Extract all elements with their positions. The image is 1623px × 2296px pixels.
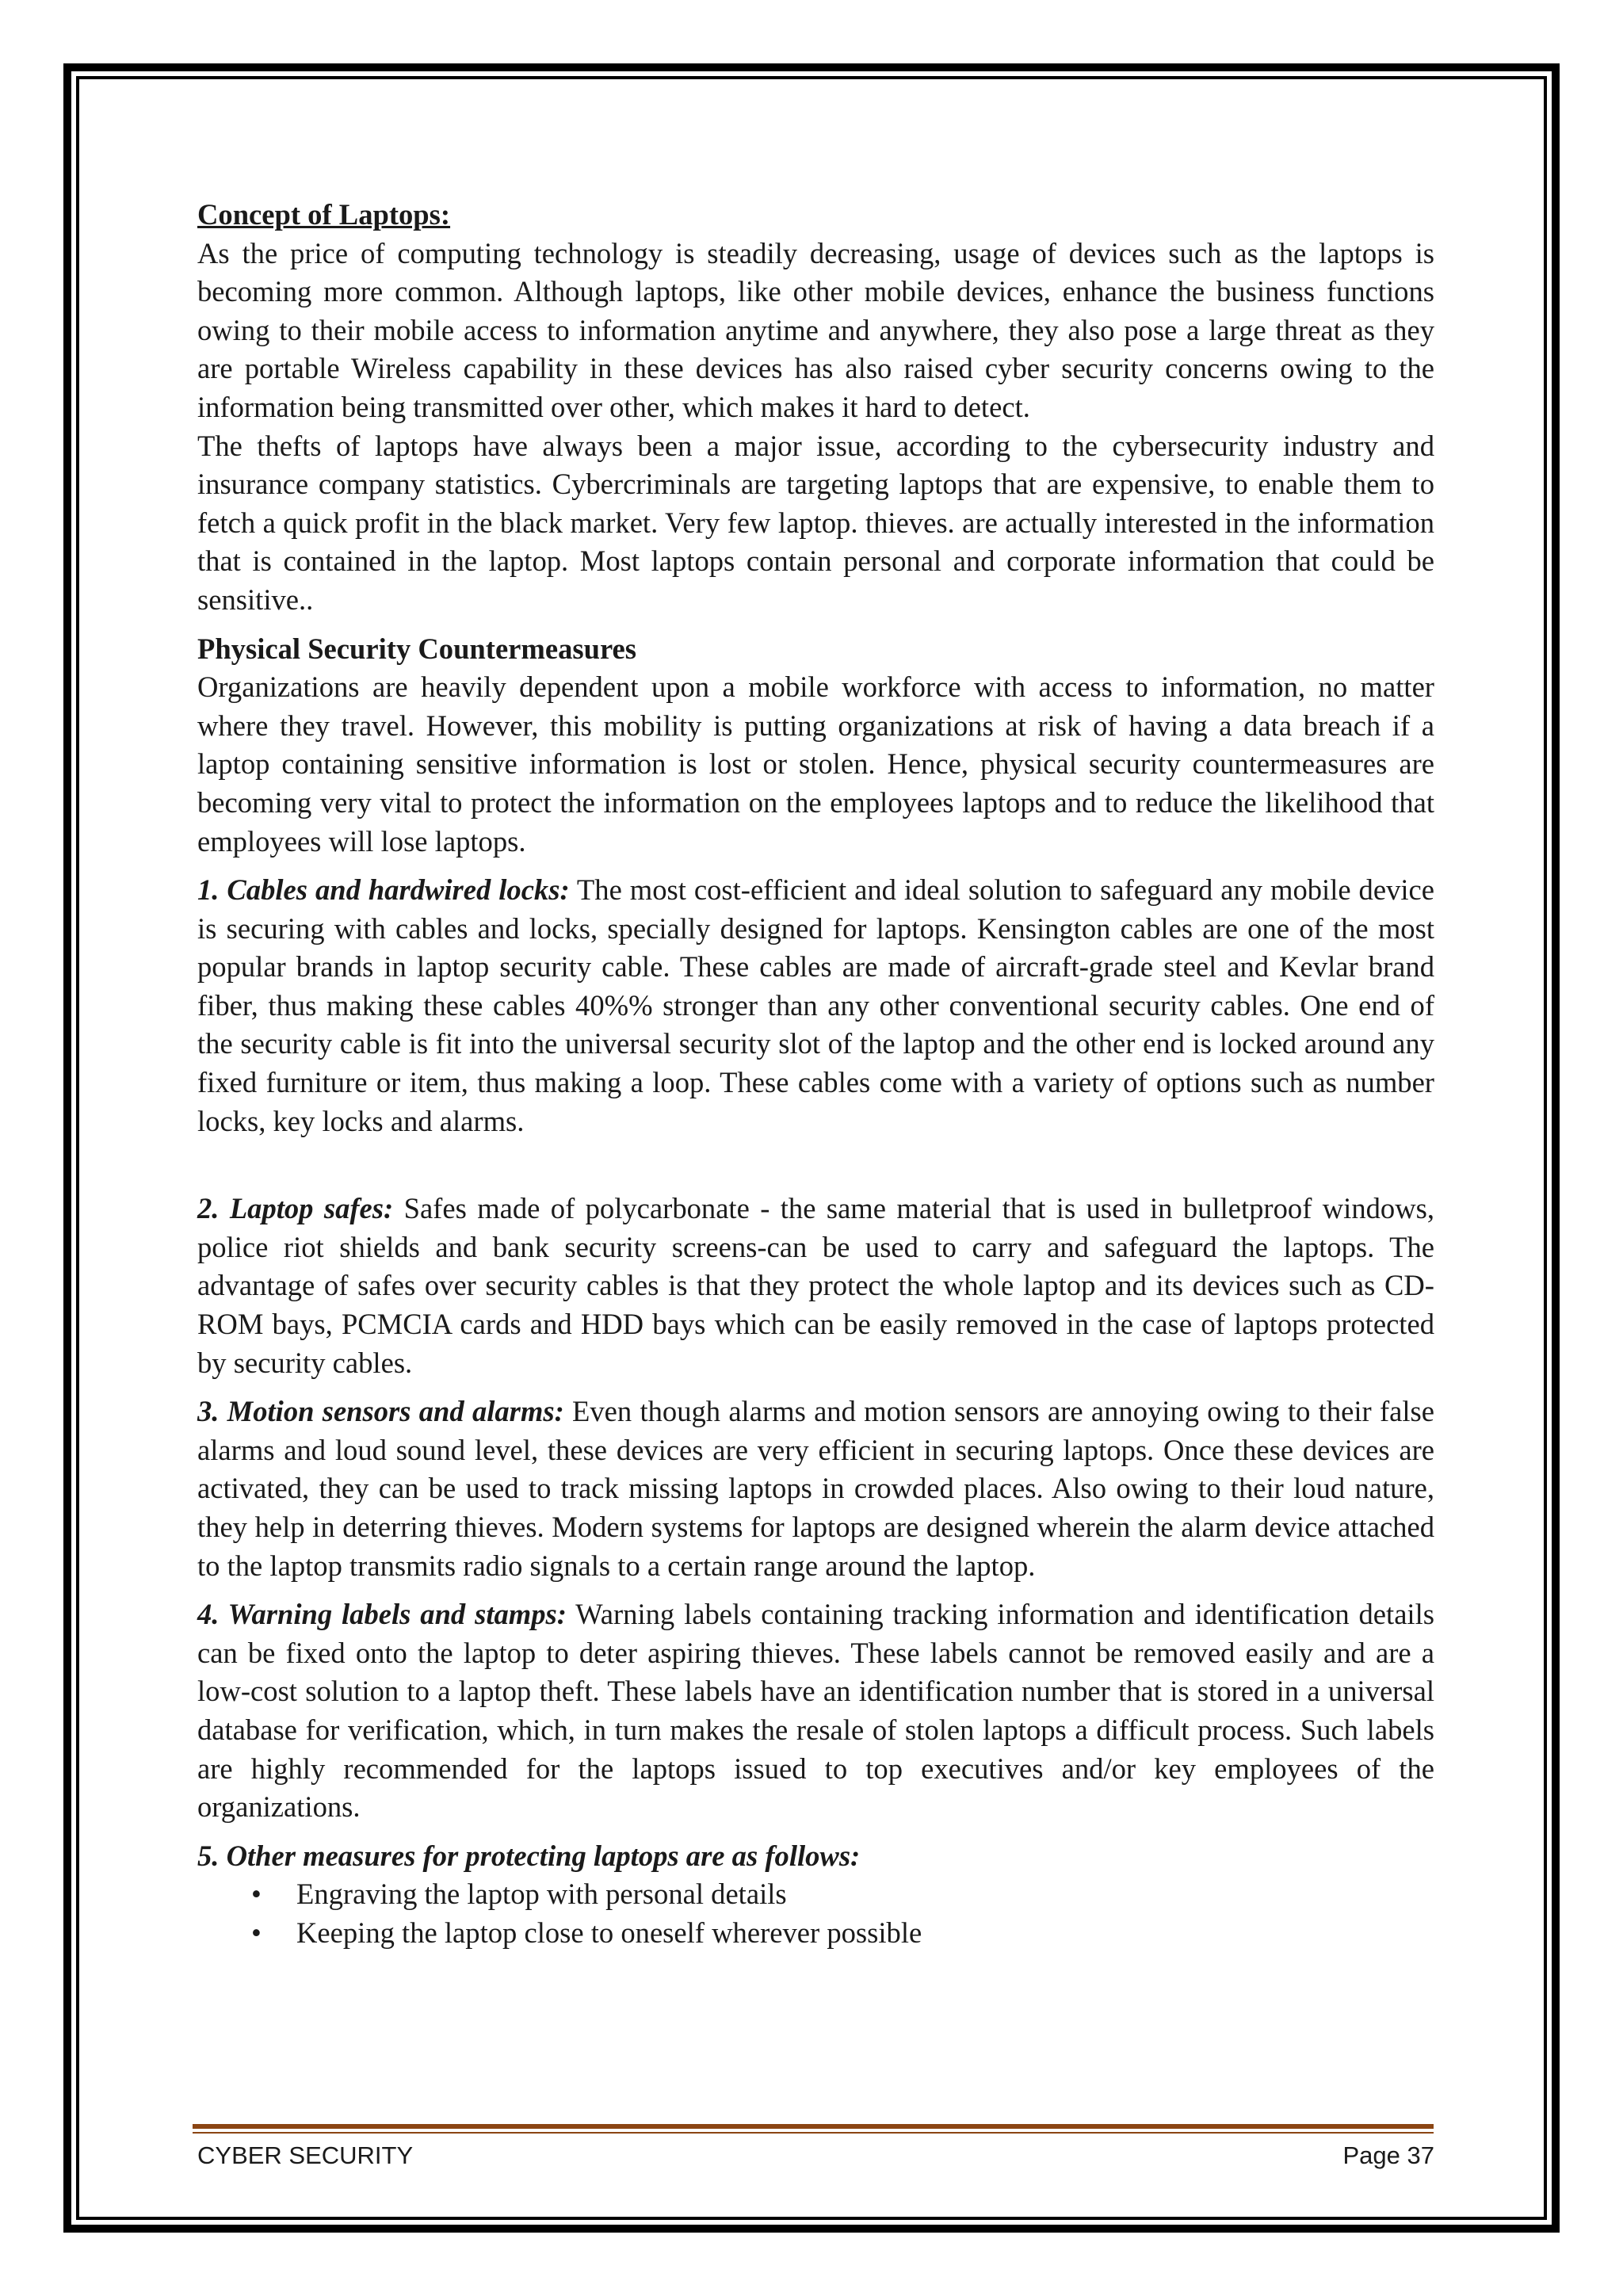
list-item (197, 1875, 1434, 1914)
bullet-icon: • (251, 1878, 262, 1911)
item-laptop-safes (197, 1190, 1434, 1382)
item-text: Warning labels containing tracking information and identification details can be fixed onto the laptop to deter aspiring thieves. These labels cannot be removed easily and are a low-cost solution to a laptop theft. These labels have an identification number that is stored in a universal database for verification, which, in turn makes the resale of stolen laptops a difficult process. Such labels are highly recommended for the laptops issued to top executives and/or key employees of the organizations. (197, 1598, 1434, 1824)
item-text: Safes made of polycarbonate - the same material that is used in bulletproof windows, police riot shields and bank security screens-can be used to carry and safeguard the laptops. The advantage of safes over security cables is that they protect the whole laptop and its devices such as CD-ROM bays, PCMCIA cards and HDD bays which can be easily removed in the case of laptops protected by security cables. (197, 1192, 1434, 1379)
page-number: Page 37 (1342, 2141, 1434, 2169)
physical-security-heading: Physical Security Countermeasures (197, 632, 637, 665)
item-warning-labels (197, 1595, 1434, 1827)
list-item-text: Engraving the laptop with personal details (296, 1878, 787, 1911)
item-lead: 2. Laptop safes: (197, 1192, 394, 1225)
physical-security-paragraph: Organizations are heavily dependent upon a mobile workforce with access to information, no matter where they travel. However, this mobility is putting organizations at risk of having a data breach if a laptop containing sensitive information is lost or stolen. Hence, physical security countermeasures are becoming very vital to protect the information on the employees laptops and to reduce the likelihood that employees will lose laptops. (197, 670, 1434, 858)
other-measures-heading: 5. Other measures for protecting laptops are as follows: (197, 1839, 861, 1872)
item-text: Even though alarms and motion sensors are annoying owing to their false alarms and loud sound level, these devices are very efficient in securing laptops. Once these devices are activated, they can be used to track missing laptops in crowded places. Also owing to their loud nature, they help in deterring thieves. Modern systems for laptops are designed wherein the alarm device attached to the laptop transmits radio signals to a certain range around the laptop. (197, 1395, 1434, 1582)
concept-paragraph-2: The thefts of laptops have always been a major issue, according to the cybersecurity industry and insurance company statistics. Cybercriminals are targeting laptops that are expensive, to enable them to fetch a quick profit in the black market. Very few laptop. thieves. are actually interested in the information that is contained in the laptop. Most laptops contain personal and corporate information that could be sensitive.. (197, 429, 1434, 616)
item-lead: 3. Motion sensors and alarms: (197, 1395, 564, 1428)
item-text: The most cost-efficient and ideal solution to safeguard any mobile device is securing with cables and locks, specially designed for laptops. Kensington cables are one of the most popular brands in laptop security cable. These cables are made of aircraft-grade steel and Kevlar brand fiber, thus making these cables 40%% stronger than any other conventional security cables. One end of the security cable is fit into the universal security slot of the laptop and the other end is locked around any fixed furniture or item, thus making a loop. These cables come with a variety of options such as number locks, key locks and alarms. (197, 873, 1434, 1137)
document-body (197, 196, 1434, 1953)
item-lead: 1. Cables and hardwired locks: (197, 873, 570, 907)
bullet-icon: • (251, 1916, 262, 1949)
footer-rule-thin (193, 2132, 1434, 2134)
list-item-text: Keeping the laptop close to oneself wherever possible (296, 1916, 922, 1949)
item-cables-locks (197, 871, 1434, 1140)
other-measures-list (197, 1875, 1434, 1952)
item-lead: 4. Warning labels and stamps: (197, 1598, 567, 1631)
footer-title: CYBER SECURITY (197, 2141, 414, 2169)
item-motion-sensors (197, 1392, 1434, 1585)
section-title: Concept of Laptops: (197, 198, 451, 231)
concept-paragraph-1: As the price of computing technology is steadily decreasing, usage of devices such as the laptops is becoming more common. Although laptops, like other mobile devices, enhance the business functions owing to their mobile access to information anytime and anywhere, they also pose a large threat as they are portable Wireless capability in these devices has also raised cyber security concerns owing to the information being transmitted over other, which makes it hard to detect. (197, 236, 1434, 423)
list-item (197, 1914, 1434, 1953)
footer-rule (193, 2124, 1434, 2129)
